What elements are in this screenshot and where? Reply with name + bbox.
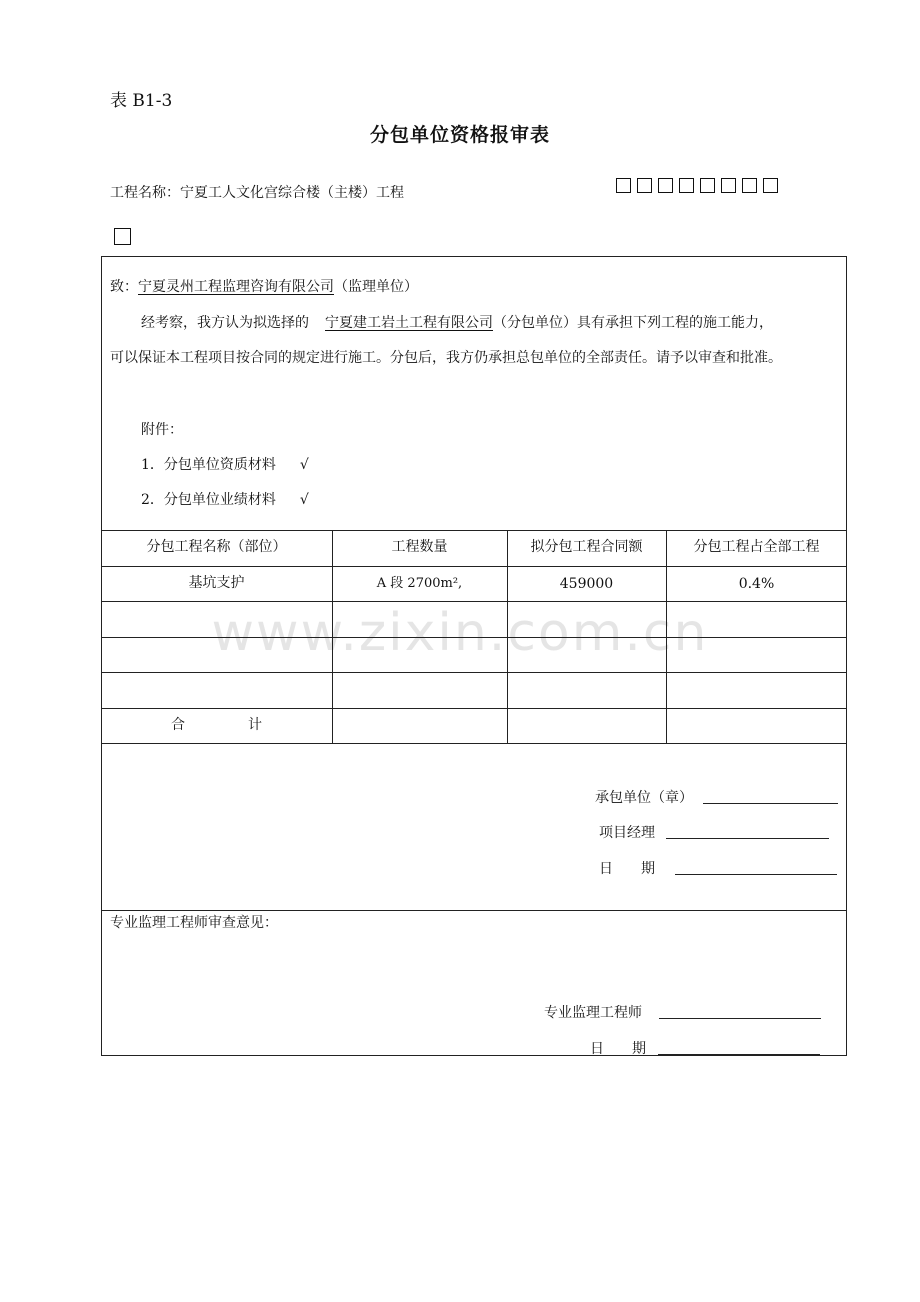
code-box <box>742 178 757 193</box>
contractor-date-label: 日 期 <box>599 861 655 877</box>
table-header-cell: 拟分包工程合同额 <box>530 539 643 555</box>
table-bottom-border <box>101 743 847 744</box>
row-divider <box>101 672 847 673</box>
letter-body-line1 <box>141 312 773 332</box>
attachment-check: √ <box>299 492 309 508</box>
total-label: 计 <box>248 717 262 733</box>
project-name-label: 工程名称： <box>110 185 180 201</box>
code-box <box>616 178 631 193</box>
form-code: 表 B1-3 <box>110 91 173 111</box>
code-box-extra <box>114 228 131 245</box>
supervisor-engineer-label: 专业监理工程师 <box>544 1005 642 1021</box>
row-divider <box>101 708 847 709</box>
addressee-line <box>110 276 418 296</box>
subcontractor-name: 宁夏建工岩土工程有限公司 <box>325 315 493 331</box>
letter-body-part2: （分包单位）具有承担下列工程的施工能力， <box>493 315 773 331</box>
project-name-line <box>110 182 404 202</box>
code-box <box>700 178 715 193</box>
letter-body-line2: 可以保证本工程项目按合同的规定进行施工。分包后，我方仍承担总包单位的全部责任。请予以审查和批准。 <box>110 350 782 366</box>
code-box <box>658 178 673 193</box>
section-divider <box>101 910 847 911</box>
attachment-check: √ <box>299 457 309 473</box>
contractor-unit-line <box>703 803 838 804</box>
row-divider <box>101 601 847 602</box>
supervisor-date-line <box>658 1054 820 1055</box>
table-header-cell: 分包工程占全部工程 <box>693 539 820 555</box>
form-title: 分包单位资格报审表 <box>369 124 550 146</box>
table-cell: 459000 <box>559 576 614 592</box>
table-cell: 基坑支护 <box>188 575 245 591</box>
supervisor-date-label: 日 期 <box>590 1041 646 1057</box>
column-divider <box>507 530 508 743</box>
table-cell: A 段 2700m², <box>376 576 463 591</box>
project-name-value: 宁夏工人文化宫综合楼（主楼）工程 <box>180 185 404 201</box>
attachment-item <box>141 454 309 474</box>
attachment-item <box>141 489 309 509</box>
attachment-text: 分包单位业绩材料 <box>163 492 276 508</box>
code-box <box>763 178 778 193</box>
code-box <box>637 178 652 193</box>
contractor-unit-label: 承包单位（章） <box>595 790 693 806</box>
total-label: 合 <box>171 717 185 733</box>
addressee-name: 宁夏灵州工程监理咨询有限公司 <box>138 279 334 295</box>
attachment-num: 1． <box>141 457 164 473</box>
column-divider <box>666 530 667 743</box>
table-top-border <box>101 530 847 531</box>
addressee-prefix: 致： <box>110 279 138 295</box>
table-cell: 0.4% <box>738 576 775 592</box>
form-frame <box>101 256 847 1056</box>
attachment-label: 附件： <box>141 422 183 438</box>
code-box <box>679 178 694 193</box>
supervisor-engineer-line <box>659 1018 821 1019</box>
column-divider <box>332 530 333 743</box>
code-boxes <box>616 178 778 193</box>
supervisor-opinion-label: 专业监理工程师审查意见： <box>110 915 278 931</box>
watermark: www.zixin.com.cn <box>211 603 709 663</box>
project-manager-line <box>666 838 829 839</box>
code-box <box>721 178 736 193</box>
letter-body-part1: 经考察，我方认为拟选择的 <box>141 315 309 331</box>
attachment-text: 分包单位资质材料 <box>163 457 276 473</box>
project-manager-label: 项目经理 <box>599 825 655 841</box>
contractor-date-line <box>675 874 837 875</box>
table-header-cell: 分包工程名称（部位） <box>146 539 287 555</box>
row-divider <box>101 566 847 567</box>
addressee-suffix: （监理单位） <box>334 279 418 295</box>
row-divider <box>101 637 847 638</box>
attachment-num: 2． <box>141 492 164 508</box>
table-header-cell: 工程数量 <box>391 539 448 555</box>
